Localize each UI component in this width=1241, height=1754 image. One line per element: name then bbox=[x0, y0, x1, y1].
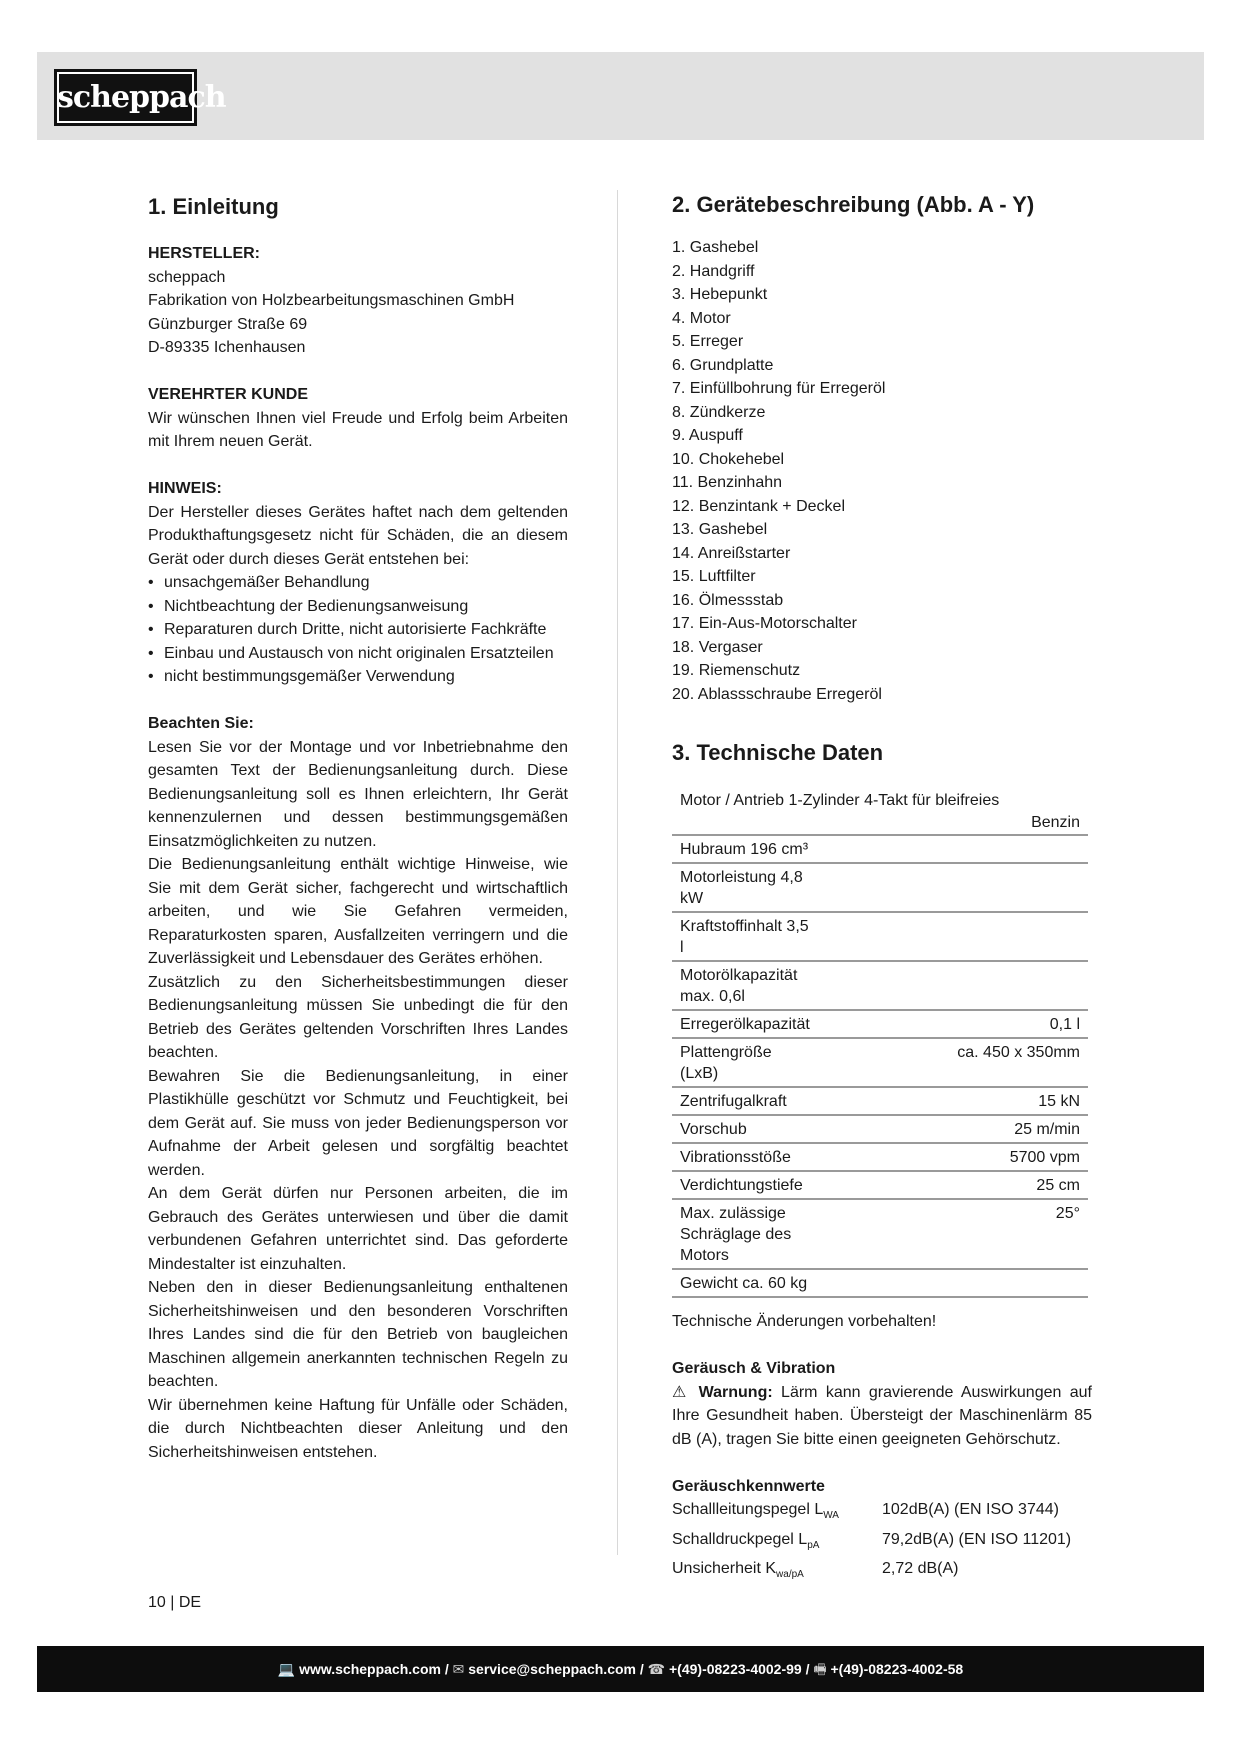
list-item: 3. Hebepunkt bbox=[672, 286, 768, 303]
list-item: 6. Grundplatte bbox=[672, 356, 774, 374]
attention-paragraph: Zusätzlich zu den Sicherheitsbestimmungen dieser Bedienungsanleitung müssen Sie unbedingt die für den Betrieb des Gerätes geltenden Vorschriften Ihres Landes beachten. bbox=[148, 973, 568, 1061]
list-item: 4. Motor bbox=[672, 309, 731, 327]
noise-value: 79,2dB(A) (EN ISO 11201) bbox=[882, 1530, 1072, 1548]
list-item: 17. Ein-Aus-Motorschalter bbox=[672, 615, 857, 632]
email-icon: ✉ bbox=[452, 1661, 465, 1677]
table-row bbox=[672, 1199, 1088, 1269]
warning-paragraph bbox=[672, 1381, 1092, 1452]
table-row bbox=[672, 1010, 1088, 1038]
spec-value: 0,1 l bbox=[818, 1010, 1088, 1038]
noise-label bbox=[672, 1528, 882, 1558]
table-row bbox=[672, 1038, 1088, 1087]
attention-paragraph: Neben den in dieser Bedienungsanleitung enthaltenen Sicherheitshinweisen und den besonderen Vorschriften Ihres Landes sind die für den Betrieb von baugleichen Maschinen allgemein anerkannten technischen Regeln zu beachten. bbox=[148, 1279, 568, 1390]
parts-list bbox=[672, 236, 1092, 706]
spec-label: Plattengröße (LxB) bbox=[672, 1038, 818, 1087]
spec-label: Vorschub bbox=[672, 1115, 818, 1143]
attention-label: Beachten Sie: bbox=[148, 715, 254, 732]
spec-label: Erregerölkapazität bbox=[672, 1010, 818, 1038]
noise-values-title: Geräuschkennwerte bbox=[672, 1477, 825, 1495]
note-bullet: • Reparaturen durch Dritte, nicht autorisierte Fachkräfte bbox=[148, 618, 568, 642]
noise-row bbox=[672, 1557, 1092, 1587]
noise-row bbox=[672, 1498, 1092, 1528]
column-divider bbox=[617, 190, 618, 1555]
table-row bbox=[672, 912, 1088, 961]
spec-value bbox=[818, 863, 1088, 912]
motor-row bbox=[672, 790, 1088, 836]
spec-value bbox=[818, 836, 1088, 863]
spec-label: Motorleistung 4,8 kW bbox=[672, 863, 818, 912]
noise-values bbox=[672, 1498, 1092, 1587]
computer-icon: 💻 bbox=[277, 1661, 296, 1677]
description-section bbox=[672, 188, 1092, 1587]
list-item: 10. Chokehebel bbox=[672, 450, 785, 468]
attention-paragraph: Bewahren Sie die Bedienungsanleitung, in einer Plastikhülle geschützt vor Schmutz und Feuchtigkeit, bei dem Gerät auf. Sie muss von jeder Bedienungsperson vor Aufnahme der Arbeit gelesen und sorgfältig beachtet werden. bbox=[148, 1067, 568, 1179]
noise-label-sub: WA bbox=[823, 1510, 839, 1522]
spec-label: Verdichtungstiefe bbox=[672, 1171, 818, 1199]
list-item: 7. Einfüllbohrung für Erregeröl bbox=[672, 380, 886, 397]
manufacturer-line: scheppach bbox=[148, 268, 226, 286]
list-item: 14. Anreißstarter bbox=[672, 544, 791, 562]
page-number: 10 | DE bbox=[148, 1594, 202, 1611]
noise-title: Geräusch & Vibration bbox=[672, 1360, 836, 1377]
spec-value bbox=[818, 961, 1088, 1010]
description-title: 2. Gerätebeschreibung (Abb. A - Y) bbox=[672, 192, 1035, 217]
manufacturer-line: D-89335 Ichenhausen bbox=[148, 339, 306, 356]
note-label: HINWEIS: bbox=[148, 480, 222, 497]
phone-icon: ☎ bbox=[647, 1661, 666, 1677]
note-bullet: • Einbau und Austausch von nicht originalen Ersatzteilen bbox=[148, 642, 568, 666]
note-text: Der Hersteller dieses Gerätes haftet nach dem geltenden Produkthaftungsgesetz nicht für Schäden, die an diesem Gerät oder durch dieses Gerät entstehen bei: bbox=[148, 503, 568, 568]
spec-label: Gewicht ca. 60 kg bbox=[672, 1269, 818, 1297]
tech-title: 3. Technische Daten bbox=[672, 740, 884, 765]
manufacturer-label: HERSTELLER: bbox=[148, 245, 260, 262]
spec-value: ca. 450 x 350mm bbox=[818, 1038, 1088, 1087]
spec-label: Zentrifugalkraft bbox=[672, 1087, 818, 1115]
table-row bbox=[672, 1171, 1088, 1199]
noise-label bbox=[672, 1498, 882, 1528]
footer-website[interactable]: www.scheppach.com bbox=[299, 1661, 441, 1677]
warning-label: Warnung: bbox=[698, 1383, 773, 1401]
attention-paragraph: Die Bedienungsanleitung enthält wichtige Hinweise, wie Sie mit dem Gerät sicher, fachgerecht und wirtschaftlich arbeiten, und wie Sie Gefahren vermeiden, Reparaturkosten sparen, Ausfallzeiten verringern und die Zuverlässigkeit und Lebensdauer des Gerätes erhöhen. bbox=[148, 856, 568, 967]
spec-label: Motorölkapazität max. 0,6l bbox=[672, 961, 818, 1010]
intro-title: 1. Einleitung bbox=[148, 194, 279, 219]
header-band bbox=[37, 52, 1204, 140]
footer-phone: +(49)-08223-4002-99 bbox=[669, 1661, 802, 1677]
spec-label: Hubraum 196 cm³ bbox=[672, 836, 818, 863]
list-item: 5. Erreger bbox=[672, 333, 744, 350]
table-row bbox=[672, 1143, 1088, 1171]
footer-email[interactable]: service@scheppach.com bbox=[468, 1661, 636, 1677]
tech-table bbox=[672, 836, 1088, 1298]
list-item: 18. Vergaser bbox=[672, 638, 763, 656]
attention-paragraph: Wir übernehmen keine Haftung für Unfälle oder Schäden, die durch Nichtbeachten dieser Anleitung und den Sicherheitshinweisen entstehen. bbox=[148, 1396, 568, 1461]
note-bullet: • nicht bestimmungsgemäßer Verwendung bbox=[148, 665, 568, 689]
customer-label: VEREHRTER KUNDE bbox=[148, 386, 309, 403]
spec-label: Max. zulässige Schräglage des Motors bbox=[672, 1199, 818, 1269]
noise-label bbox=[672, 1557, 882, 1587]
noise-value: 102dB(A) (EN ISO 3744) bbox=[882, 1501, 1059, 1518]
list-item: 12. Benzintank + Deckel bbox=[672, 497, 845, 515]
list-item: 2. Handgriff bbox=[672, 262, 755, 280]
list-item: 1. Gashebel bbox=[672, 239, 759, 256]
noise-label-sub: wa/pA bbox=[776, 1569, 804, 1581]
fax-icon: 🖷 bbox=[813, 1661, 827, 1677]
spec-label: Vibrationsstöße bbox=[672, 1143, 818, 1171]
spec-value: 25 cm bbox=[818, 1171, 1088, 1199]
spec-value: 25 m/min bbox=[818, 1115, 1088, 1143]
table-row bbox=[672, 836, 1088, 863]
list-item: 16. Ölmessstab bbox=[672, 591, 784, 609]
table-row bbox=[672, 1115, 1088, 1143]
attention-paragraph: An dem Gerät dürfen nur Personen arbeiten, die im Gebrauch des Gerätes unterwiesen und über die damit verbundenen Gefahren unterrichtet sind. Das geforderte Mindestalter ist einzuhalten. bbox=[148, 1185, 568, 1273]
noise-row bbox=[672, 1528, 1092, 1558]
list-item: 8. Zündkerze bbox=[672, 403, 766, 421]
spec-value: 25° bbox=[818, 1199, 1088, 1269]
footer-fax: +(49)-08223-4002-58 bbox=[830, 1661, 964, 1677]
intro-section bbox=[148, 190, 568, 1464]
spec-value: 15 kN bbox=[818, 1087, 1088, 1115]
list-item: 13. Gashebel bbox=[672, 521, 768, 538]
noise-label-sub: pA bbox=[807, 1539, 820, 1551]
scheppach-logo: scheppach bbox=[54, 69, 197, 126]
motor-line: Motor / Antrieb 1-Zylinder 4-Takt für bleifreies bbox=[680, 792, 1000, 809]
manufacturer-line: Günzburger Straße 69 bbox=[148, 315, 308, 333]
manufacturer-line: Fabrikation von Holzbearbeitungsmaschinen GmbH bbox=[148, 292, 515, 309]
table-row bbox=[672, 1269, 1088, 1297]
motor-value: Benzin bbox=[1031, 814, 1080, 831]
table-row bbox=[672, 863, 1088, 912]
list-item: 9. Auspuff bbox=[672, 427, 743, 444]
warning-text: Lärm kann gravierende Auswirkungen auf Ihre Gesundheit haben. Übersteigt der Maschinenlärm 85 dB (A), tragen Sie bitte einen geeigneten Gehörschutz. bbox=[672, 1383, 1092, 1448]
spec-value bbox=[818, 912, 1088, 961]
list-item: 19. Riemenschutz bbox=[672, 662, 801, 679]
table-row bbox=[672, 961, 1088, 1010]
spec-label: Kraftstoffinhalt 3,5 l bbox=[672, 912, 818, 961]
noise-label-text: Schalldruckpegel L bbox=[672, 1530, 808, 1548]
customer-text: Wir wünschen Ihnen viel Freude und Erfolg beim Arbeiten mit Ihrem neuen Gerät. bbox=[148, 409, 568, 450]
list-item: 15. Luftfilter bbox=[672, 568, 756, 585]
attention-paragraph: Lesen Sie vor der Montage und vor Inbetriebnahme den gesamten Text der Bedienungsanleitung durch. Diese Bedienungsanleitung soll es Ihnen erleichtern, Ihr Gerät kennenzulernen und dessen bestimmungsgemäßen Einsatzmöglichkeiten zu nutzen. bbox=[148, 738, 568, 850]
change-note: Technische Änderungen vorbehalten! bbox=[672, 1313, 937, 1330]
noise-value: 2,72 dB(A) bbox=[882, 1560, 959, 1578]
note-bullet: • Nichtbeachtung der Bedienungsanweisung bbox=[148, 595, 568, 619]
footer-bar: 💻 www.scheppach.com / ✉ service@scheppach.com / ☎ +(49)-08223-4002-99 / 🖷 +(49)-08223-4002-58 bbox=[37, 1646, 1204, 1692]
warning-icon: ⚠ bbox=[672, 1383, 691, 1401]
note-bullet: • unsachgemäßer Behandlung bbox=[148, 571, 568, 595]
spec-value: 5700 vpm bbox=[818, 1143, 1088, 1171]
spec-value bbox=[818, 1269, 1088, 1297]
list-item: 11. Benzinhahn bbox=[672, 474, 783, 491]
noise-label-text: Schallleitungspegel L bbox=[672, 1501, 824, 1518]
noise-label-text: Unsicherheit K bbox=[672, 1560, 777, 1578]
table-row bbox=[672, 1087, 1088, 1115]
list-item: 20. Ablassschraube Erregeröl bbox=[672, 685, 882, 703]
